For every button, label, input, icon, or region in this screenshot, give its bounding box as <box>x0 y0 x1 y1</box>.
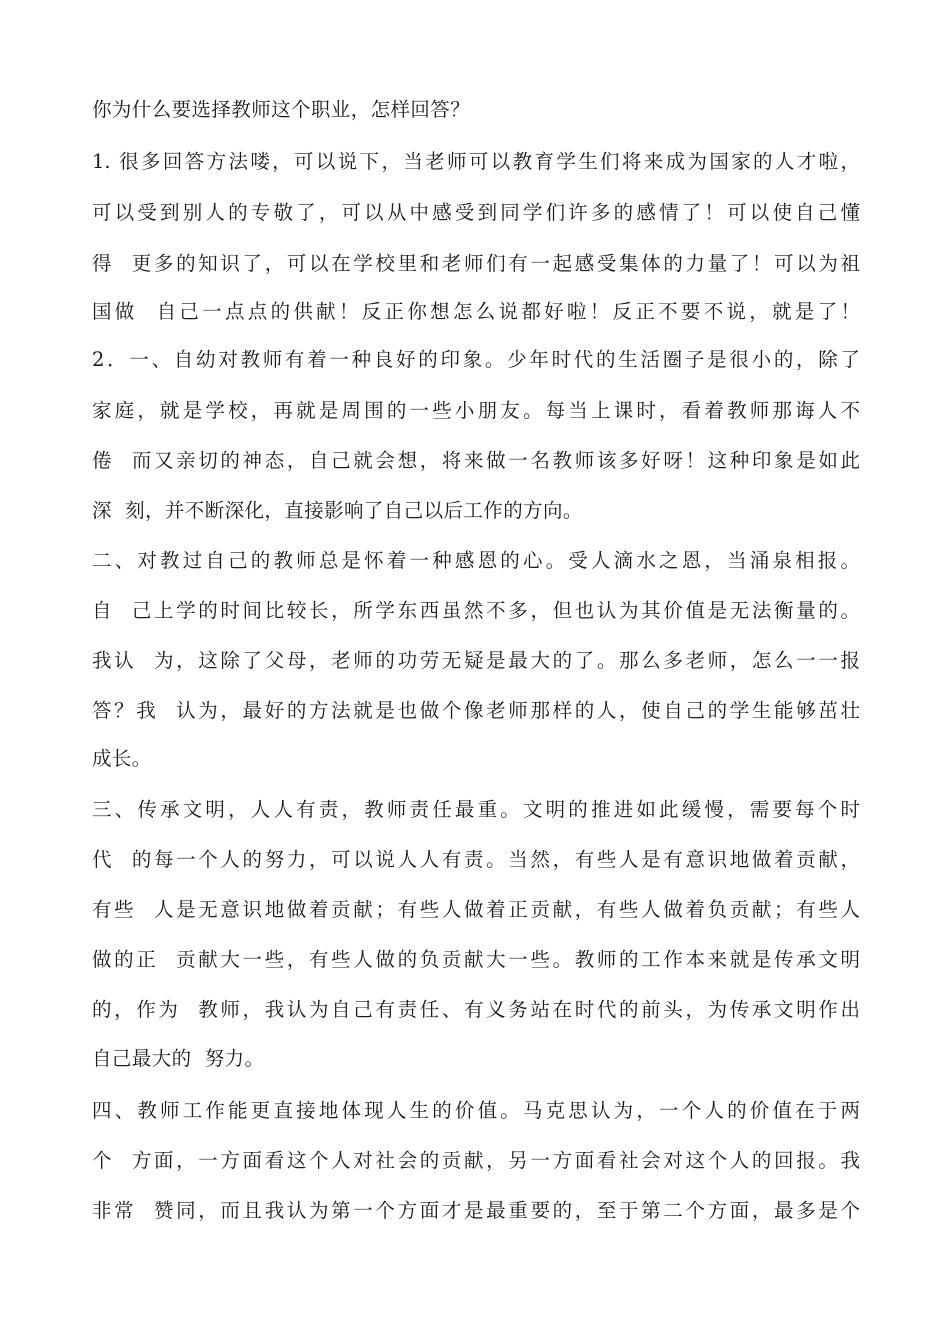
text-line: 代 的每一个人的努力，可以说人人有责。当然，有些人是有意识地做着贡献， <box>92 848 860 871</box>
text-line: 国做 自己一点点的供献！反正你想怎么说都好啦！反正不要不说，就是了！ <box>92 300 860 323</box>
text-line: 三、传承文明，人人有责，教师责任最重。文明的推进如此缓慢，需要每个时 <box>92 798 860 821</box>
text-line: 我认 为，这除了父母，老师的功劳无疑是最大的了。那么多老师，怎么一一报 <box>92 649 860 672</box>
document-title: 你为什么要选择教师这个职业，怎样回答？ <box>92 98 471 121</box>
text-line: 可以受到别人的专敬了，可以从中感受到同学们许多的感情了！可以使自己懂 <box>92 201 860 224</box>
text-line: 自己最大的 努力。 <box>92 1047 265 1070</box>
text-line: 得 更多的知识了，可以在学校里和老师们有一起感受集体的力量了！可以为祖 <box>92 252 860 275</box>
text-line: 深 刻，并不断深化，直接影响了自己以后工作的方向。 <box>92 499 583 522</box>
text-line: 做的正 贡献大一些，有些人做的负贡献大一些。教师的工作本来就是传承文明 <box>92 948 860 971</box>
text-line: 的，作为 教师，我认为自己有责任、有义务站在时代的前头，为传承文明作出 <box>92 998 860 1021</box>
text-line: 倦 而又亲切的神态，自己就会想，将来做一名教师该多好呀！这种印象是如此 <box>92 449 860 472</box>
text-line: 1. 很多回答方法喽，可以说下，当老师可以教育学生们将来成为国家的人才啦， <box>92 150 860 173</box>
text-line: 个 方面，一方面看这个人对社会的贡献，另一方面看社会对这个人的回报。我 <box>92 1149 860 1172</box>
text-line: 成长。 <box>92 747 152 770</box>
text-line: 二、对教过自己的教师总是怀着一种感恩的心。受人滴水之恩，当涌泉相报。 <box>92 549 860 572</box>
text-line: 2．一、自幼对教师有着一种良好的印象。少年时代的生活圈子是很小的，除了 <box>92 348 860 371</box>
text-line: 自 己上学的时间比较长，所学东西虽然不多，但也认为其价值是无法衡量的。 <box>92 599 860 622</box>
text-line: 非常 赞同，而且我认为第一个方面才是最重要的，至于第二个方面，最多是个 <box>92 1199 860 1222</box>
text-line: 家庭，就是学校，再就是周围的一些小朋友。每当上课时，看着教师那诲人不 <box>92 399 860 422</box>
text-line: 有些 人是无意识地做着贡献；有些人做着正贡献，有些人做着负贡献；有些人 <box>92 898 860 921</box>
text-line: 答？我 认为，最好的方法就是也做个像老师那样的人，使自己的学生能够茁壮 <box>92 699 860 722</box>
text-line: 四、教师工作能更直接地体现人生的价值。马克思认为，一个人的价值在于两 <box>92 1099 860 1122</box>
